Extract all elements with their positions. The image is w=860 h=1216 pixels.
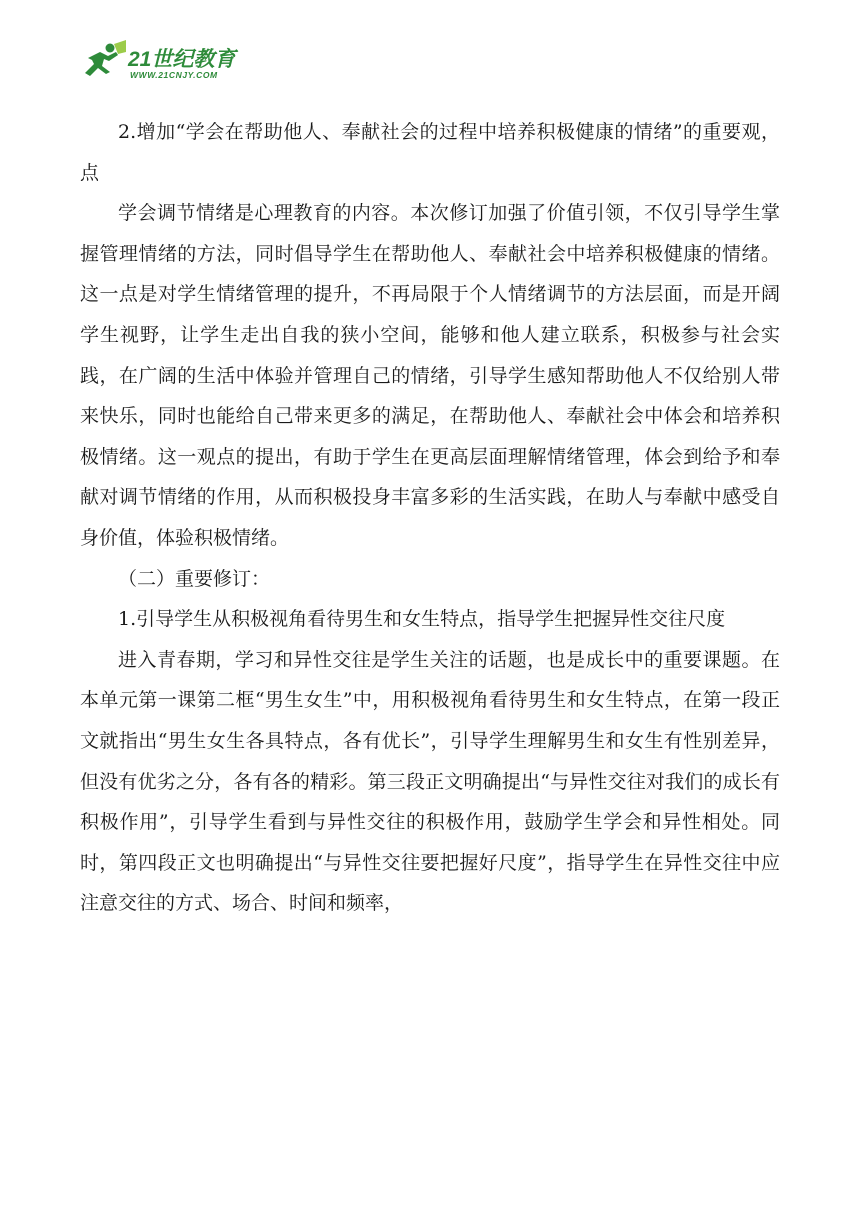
document-body xyxy=(80,112,780,924)
site-logo[interactable] xyxy=(80,40,250,84)
logo-text: 21世纪教育 xyxy=(128,48,236,71)
section-heading-1: 1.引导学生从积极视角看待男生和女生特点，指导学生把握异性交往尺度 xyxy=(118,608,726,631)
body-paragraph: 学会调节情绪是心理教育的内容。本次修订加强了价值引领，不仅引导学生掌握管理情绪的方法，同时倡导学生在帮助他人、奉献社会中培养积极健康的情绪。这一点是对学生情绪管理的提升，不再局限于个人情绪调节的方法层面，而是开阔学生视野，让学生走出自我的狭小空间，能够和他人建立联系，积极参与社会实践，在广阔的生活中体验并管理自己的情绪，引导学生感知帮助他人不仅给别人带来快乐，同时也能给自己带来更多的满足，在帮助他人、奉献社会中体会和培养积极情绪。这一观点的提出，有助于学生在更高层面理解情绪管理，体会到给予和奉献对调节情绪的作用，从而积极投身丰富多彩的生活实践，在助人与奉献中感受自身价值，体验积极情绪。 xyxy=(80,202,780,549)
body-paragraph: 进入青春期，学习和异性交往是学生关注的话题，也是成长中的重要课题。在本单元第一课第二框“男生女生”中，用积极视角看待男生和女生特点，在第一段正文就指出“男生女生各具特点，各有优长”，引导学生理解男生和女生有性别差异，但没有优劣之分，各有各的精彩。第三段正文明确提出“与异性交往对我们的成长有积极作用”，引导学生看到与异性交往的积极作用，鼓励学生学会和异性相处。同时，第四段正文也明确提出“与异性交往要把握好尺度”，指导学生在异性交往中应注意交往的方式、场合、时间和频率， xyxy=(80,648,780,915)
running-figure-icon xyxy=(85,40,126,76)
logo-subtext: WWW.21CNJY.COM xyxy=(130,70,218,80)
subsection-heading: （二）重要修订： xyxy=(118,567,271,590)
section-heading-2: 2.增加“学会在帮助他人、奉献社会的过程中培养积极健康的情绪”的重要观，点 xyxy=(80,121,780,184)
